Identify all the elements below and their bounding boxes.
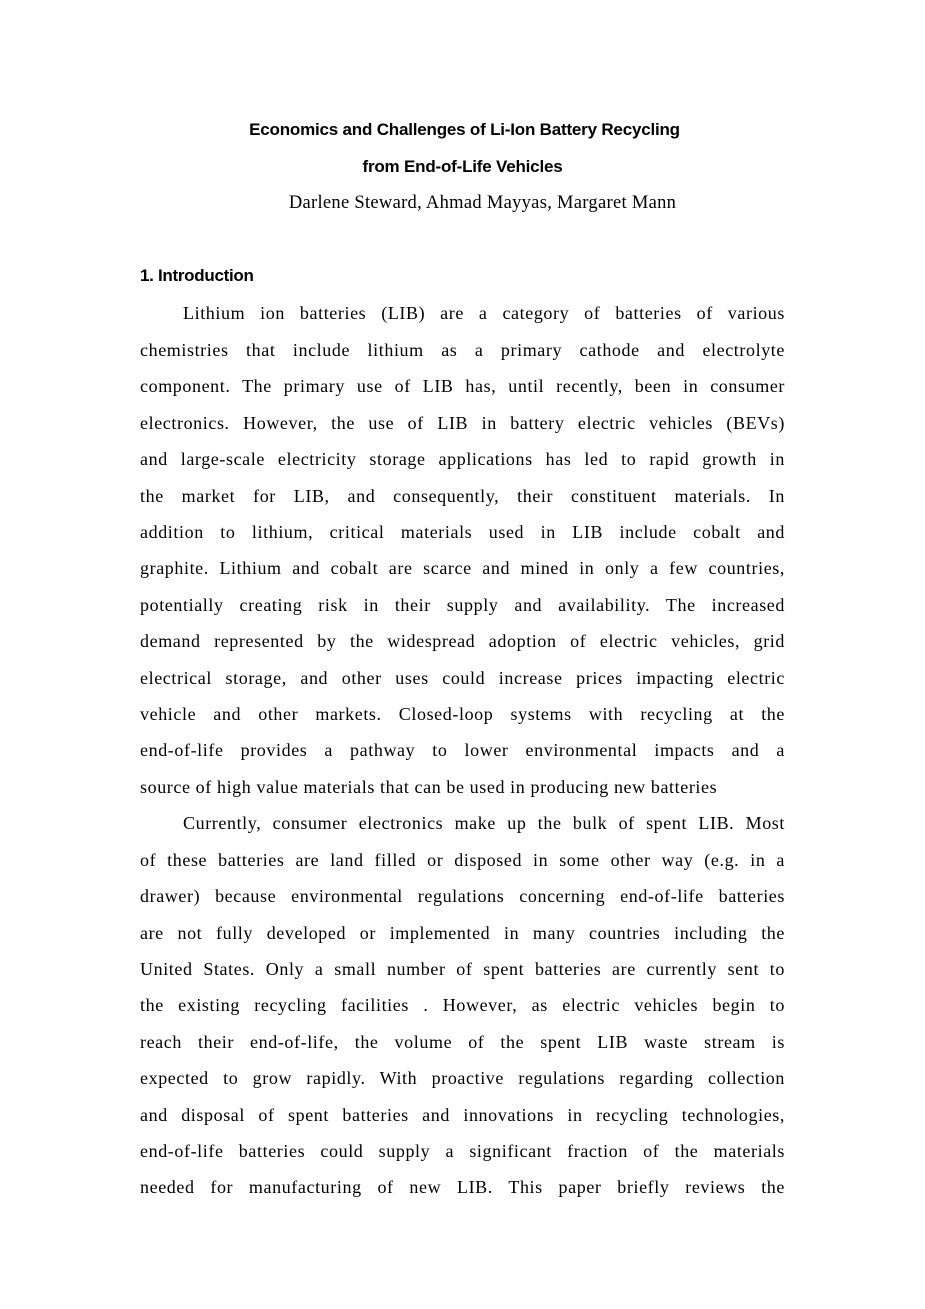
paragraph-2-line: United States. Only a small number of spent batteries are currently sent to	[140, 959, 785, 979]
paragraph-1-line: and large-scale electricity storage applications has led to rapid growth in	[140, 449, 785, 469]
paragraph-1-line: electrical storage, and other uses could increase prices impacting electric	[140, 668, 785, 688]
paragraph-1-line: demand represented by the widespread adoption of electric vehicles, grid	[140, 631, 785, 651]
paragraph-2-line: needed for manufacturing of new LIB. This paper briefly reviews the	[140, 1177, 785, 1197]
paragraph-2-line: expected to grow rapidly. With proactive regulations regarding collection	[140, 1068, 785, 1088]
author-list: Darlene Steward, Ahmad Mayyas, Margaret Mann	[288, 193, 677, 213]
paragraph-1-line: electronics. However, the use of LIB in battery electric vehicles (BEVs)	[140, 413, 785, 433]
section-heading-introduction: 1. Introduction	[140, 266, 254, 285]
paragraph-2-line: the existing recycling facilities . However, as electric vehicles begin to	[140, 995, 785, 1015]
paragraph-2-line: end-of-life batteries could supply a significant fraction of the materials	[140, 1141, 785, 1161]
paragraph-2-line: and disposal of spent batteries and innovations in recycling technologies,	[140, 1105, 785, 1125]
paragraph-2-line: are not fully developed or implemented in many countries including the	[140, 923, 785, 943]
paragraph-1-line: source of high value materials that can be used in producing new batteries	[140, 777, 718, 797]
paragraph-1-line: the market for LIB, and consequently, their constituent materials. In	[140, 486, 785, 506]
paragraph-1-line: graphite. Lithium and cobalt are scarce and mined in only a few countries,	[140, 558, 785, 578]
paragraph-1-line: Lithium ion batteries (LIB) are a category of batteries of various	[183, 303, 785, 323]
paper-title-line-1: Economics and Challenges of Li-Ion Battery Recycling	[249, 120, 680, 139]
paragraph-2-line: of these batteries are land filled or disposed in some other way (e.g. in a	[140, 850, 785, 870]
paragraph-2-line: Currently, consumer electronics make up the bulk of spent LIB. Most	[183, 813, 785, 833]
paragraph-1-line: chemistries that include lithium as a primary cathode and electrolyte	[140, 340, 785, 360]
paragraph-1-line: addition to lithium, critical materials used in LIB include cobalt and	[140, 522, 785, 542]
paragraph-1-line: end-of-life provides a pathway to lower environmental impacts and a	[140, 740, 785, 760]
paragraph-1-line: component. The primary use of LIB has, until recently, been in consumer	[140, 376, 785, 396]
paper-title-line-2: from End-of-Life Vehicles	[362, 157, 563, 176]
paragraph-2-line: drawer) because environmental regulations concerning end-of-life batteries	[140, 886, 785, 906]
paragraph-1-line: potentially creating risk in their supply and availability. The increased	[140, 595, 785, 615]
paragraph-1-line: vehicle and other markets. Closed-loop systems with recycling at the	[140, 704, 785, 724]
paragraph-2-line: reach their end-of-life, the volume of the spent LIB waste stream is	[140, 1032, 785, 1052]
